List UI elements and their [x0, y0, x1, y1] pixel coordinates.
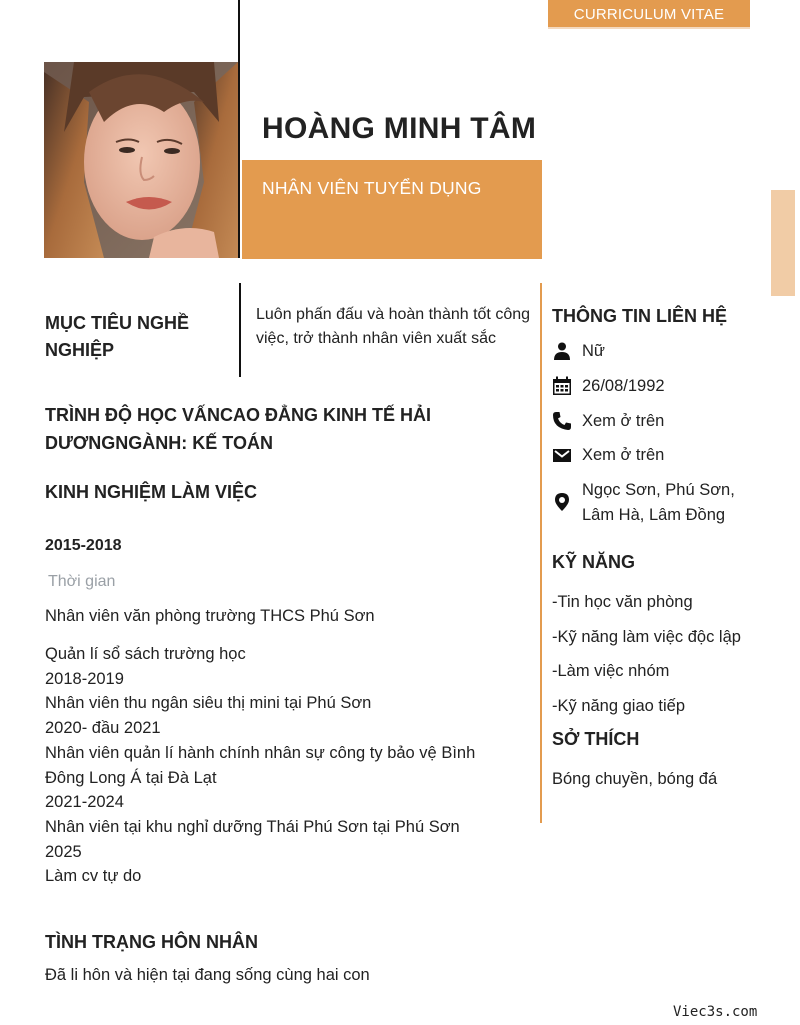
- experience-position: Nhân viên văn phòng trường THCS Phú Sơn: [45, 607, 375, 625]
- watermark: Viec3s.com: [673, 1004, 758, 1020]
- marital-text: Đã li hôn và hiện tại đang sống cùng hai con: [45, 966, 370, 984]
- email-icon: [552, 445, 572, 465]
- location-pin-icon: [552, 492, 572, 512]
- person-icon: [552, 341, 572, 361]
- objective-divider: [239, 283, 241, 377]
- experience-line: Nhân viên quản lí hành chính nhân sự công ty bảo vệ Bình: [45, 743, 476, 762]
- experience-line: Nhân viên thu ngân siêu thị mini tại Phú Sơn: [45, 694, 372, 713]
- cv-tag: CURRICULUM VITAE: [548, 0, 750, 29]
- experience-line: Quản lí sổ sách trường học: [45, 645, 246, 663]
- experience-line: 2018-2019: [45, 669, 124, 688]
- experience-line: Làm cv tự do: [45, 867, 142, 886]
- contact-value: Xem ở trên: [582, 412, 665, 430]
- experience-line: 2025: [45, 842, 82, 861]
- experience-line: 2020- đầu 2021: [45, 719, 161, 738]
- contact-value: Xem ở trên: [582, 446, 665, 464]
- hobbies-text: Bóng chuyền, bóng đá: [552, 770, 718, 788]
- right-column-divider: [540, 283, 542, 823]
- experience-line: 2021-2024: [45, 793, 124, 812]
- contact-birthday: [552, 374, 772, 399]
- experience-period: 2015-2018: [45, 537, 122, 554]
- candidate-name: HOÀNG MINH TÂM: [262, 112, 537, 145]
- calendar-icon: [552, 376, 572, 396]
- contact-address: [552, 478, 772, 528]
- job-title-banner: [242, 160, 542, 259]
- experience-line: Nhân viên tại khu nghỉ dưỡng Thái Phú Sơn tại Phú Sơn: [45, 817, 460, 836]
- hobbies-heading: SỞ THÍCH: [552, 729, 640, 749]
- contact-email: [552, 443, 772, 468]
- contact-gender: [552, 339, 772, 364]
- objective-heading: MỤC TIÊU NGHỀ NGHIỆP: [45, 313, 189, 360]
- contact-phone: [552, 409, 772, 434]
- portrait-image: [44, 62, 238, 258]
- profile-photo: [44, 62, 238, 258]
- experience-details: [45, 642, 515, 889]
- skill-item: -Kỹ năng làm việc độc lập: [552, 628, 741, 646]
- experience-heading: KINH NGHIỆM LÀM VIỆC: [45, 482, 258, 502]
- education-heading: TRÌNH ĐỘ HỌC VẤNCAO ĐẲNG KINH TẾ HẢI DƯƠNGNGÀNH: KẾ TOÁN: [45, 405, 431, 453]
- skills-heading: KỸ NĂNG: [552, 552, 636, 572]
- contact-value: 26/08/1992: [582, 377, 665, 395]
- marital-heading: TÌNH TRẠNG HÔN NHÂN: [45, 932, 258, 952]
- time-label: Thời gian: [48, 573, 116, 590]
- side-accent-bar: [771, 190, 795, 296]
- contact-value: Nữ: [582, 342, 605, 360]
- contact-heading: THÔNG TIN LIÊN HỆ: [552, 306, 727, 326]
- right-column: [552, 302, 772, 792]
- contact-value: Ngọc Sơn, Phú Sơn, Lâm Hà, Lâm Đồng: [582, 481, 735, 524]
- skill-item: -Tin học văn phòng: [552, 593, 693, 611]
- experience-line: Đông Long Á tại Đà Lạt: [45, 768, 217, 787]
- header-divider: [238, 0, 240, 258]
- objective-text: Luôn phấn đấu và hoàn thành tốt công việc, trở thành nhân viên xuất sắc: [256, 306, 531, 347]
- phone-icon: [552, 411, 572, 431]
- skill-item: -Làm việc nhóm: [552, 662, 670, 680]
- job-title: NHÂN VIÊN TUYỂN DỤNG: [262, 178, 482, 198]
- skill-item: -Kỹ năng giao tiếp: [552, 697, 686, 715]
